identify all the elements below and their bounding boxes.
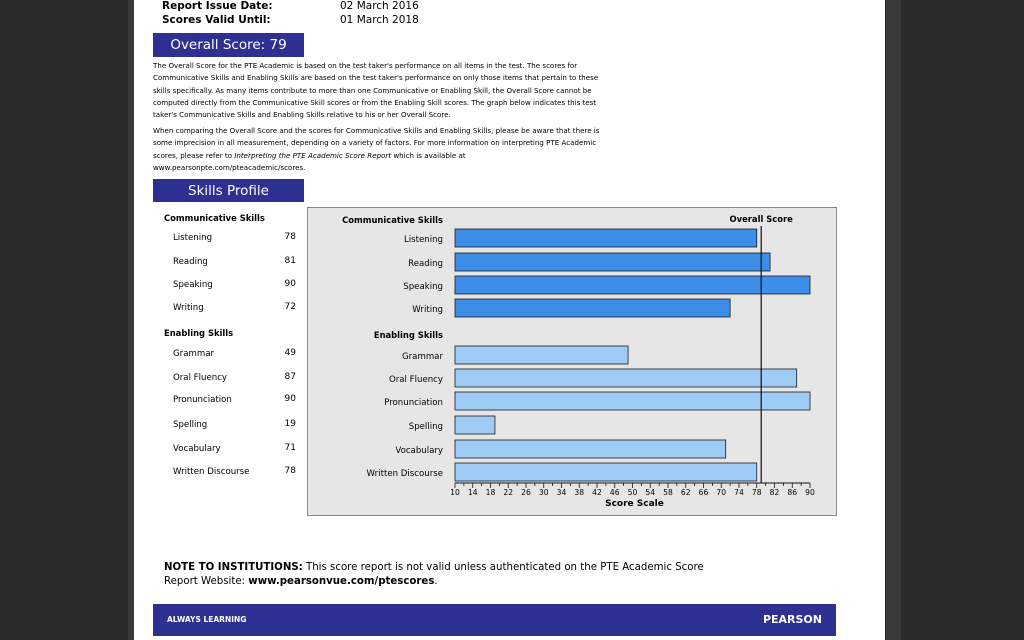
skill-name-listening: Listening xyxy=(173,233,213,243)
x-tick-label: 10 xyxy=(450,488,460,497)
x-tick-label: 14 xyxy=(467,488,478,497)
overall-score-label: Overall Score xyxy=(729,214,793,224)
chart-label-listening: Listening xyxy=(403,235,443,245)
chart-label-pronunciation: Pronunciation xyxy=(384,398,443,408)
skill-score-oral-fluency: 87 xyxy=(284,372,296,382)
paragraph-line: computed directly from the Communicative Skill scores or from the Enabling Skill scores. The graph below indicates this test xyxy=(153,97,597,107)
x-tick-label: 90 xyxy=(805,488,815,497)
bar-writing xyxy=(455,299,730,317)
chart-label-writing: Writing xyxy=(412,305,443,315)
skills-chart-panel xyxy=(307,207,837,516)
footer-tagline: ALWAYS LEARNING xyxy=(167,615,247,624)
issue-date-label: Report Issue Date: xyxy=(162,0,273,12)
skill-name-oral-fluency: Oral Fluency xyxy=(173,373,228,383)
paragraph-line: The Overall Score for the PTE Academic is based on the test taker's performance on all items in the test. The scores for xyxy=(153,61,578,70)
skill-score-vocabulary: 71 xyxy=(284,443,296,453)
skill-score-speaking: 90 xyxy=(284,279,296,289)
chart-label-oral-fluency: Oral Fluency xyxy=(388,375,443,385)
skill-name-spelling: Spelling xyxy=(173,420,208,430)
x-tick-label: 26 xyxy=(521,488,531,497)
chart-enab-heading: Enabling Skills xyxy=(373,330,443,340)
x-tick-label: 38 xyxy=(574,488,585,497)
note-text: This score report is not valid unless authenticated on the PTE Academic Score xyxy=(302,562,704,573)
x-tick-label: 86 xyxy=(787,488,798,497)
skill-score-reading: 81 xyxy=(284,256,296,266)
skill-name-grammar: Grammar xyxy=(173,349,215,359)
chart-label-vocabulary: Vocabulary xyxy=(395,446,443,456)
x-tick-label: 30 xyxy=(538,488,549,497)
skill-name-pronunciation: Pronunciation xyxy=(173,395,232,405)
valid-until-label: Scores Valid Until: xyxy=(162,14,271,26)
chart-label-reading: Reading xyxy=(408,259,443,269)
x-tick-label: 54 xyxy=(645,488,656,497)
bar-grammar xyxy=(455,346,628,364)
skill-name-speaking: Speaking xyxy=(173,280,213,290)
note-lead: NOTE TO INSTITUTIONS: xyxy=(164,562,303,573)
skill-score-written-discourse: 78 xyxy=(284,466,296,476)
skill-name-written-discourse: Written Discourse xyxy=(173,467,250,477)
skill-score-listening: 78 xyxy=(284,232,296,242)
x-tick-label: 66 xyxy=(698,488,709,497)
skills-profile-banner: Skills Profile xyxy=(153,179,304,202)
scores-url[interactable]: www.pearsonpte.com/pteacademic/scores. xyxy=(153,162,306,172)
pearson-logo: PEARSON xyxy=(762,613,822,626)
x-tick-label: 58 xyxy=(663,488,673,497)
paragraph-line: skills specifically. As many items contribute to more than one Communicative or Enabling Skill, the Overall Score cannot be xyxy=(153,85,592,95)
issue-date-value: 02 March 2016 xyxy=(340,0,419,12)
comparison-paragraph xyxy=(153,125,693,174)
x-tick-label: 62 xyxy=(680,488,691,497)
bar-speaking xyxy=(455,276,810,294)
note-text: Report Website: xyxy=(164,575,249,587)
paragraph-line xyxy=(153,150,693,162)
bar-oral-fluency xyxy=(455,369,797,387)
paragraph-line: When comparing the Overall Score and the scores for Communicative Skills and Enabling Skills, please be aware that there is xyxy=(153,126,600,135)
x-tick-label: 46 xyxy=(609,488,620,497)
skill-name-writing: Writing xyxy=(173,303,204,313)
paragraph-text: scores, please refer to xyxy=(153,150,235,160)
note-line-1 xyxy=(164,561,704,575)
skill-score-pronunciation: 90 xyxy=(284,394,296,404)
skills-chart xyxy=(308,208,836,515)
bar-listening xyxy=(455,229,757,247)
right-scroll-rail[interactable] xyxy=(885,0,901,640)
bar-reading xyxy=(455,253,770,271)
x-tick-label: 18 xyxy=(485,488,496,497)
chart-comm-heading: Communicative Skills xyxy=(342,215,443,225)
paragraph-line: Communicative Skills and Enabling Skills are based on the test taker's performance on only those items that pertain to these xyxy=(153,73,599,83)
x-tick-label: 78 xyxy=(751,488,762,497)
bar-vocabulary xyxy=(455,440,726,458)
bar-pronunciation xyxy=(455,392,810,410)
x-tick-label: 50 xyxy=(627,488,638,497)
overall-score-banner: Overall Score: 79 xyxy=(153,33,304,57)
communicative-heading: Communicative Skills xyxy=(164,213,265,223)
enabling-heading: Enabling Skills xyxy=(164,328,234,338)
x-tick-label: 34 xyxy=(556,488,567,497)
x-axis-title: Score Scale xyxy=(605,499,664,509)
overall-explanation-paragraph xyxy=(153,60,693,121)
chart-label-written-discourse: Written Discourse xyxy=(366,469,443,479)
paragraph-line: taker's Communicative Skills and Enabling Skills relative to his or her Overall Score. xyxy=(153,110,451,120)
institution-note xyxy=(164,561,704,588)
valid-until-value: 01 March 2018 xyxy=(340,14,419,26)
footer-bar xyxy=(153,604,836,636)
x-tick-label: 74 xyxy=(734,488,744,497)
chart-label-grammar: Grammar xyxy=(401,352,443,362)
x-tick-label: 22 xyxy=(503,488,514,497)
skill-score-grammar: 49 xyxy=(284,348,296,358)
skill-name-vocabulary: Vocabulary xyxy=(173,444,221,454)
paragraph-text: which is available at xyxy=(391,150,466,160)
verification-url[interactable]: www.pearsonvue.com/ptescores xyxy=(248,575,435,587)
x-tick-label: 42 xyxy=(592,488,602,497)
note-text: . xyxy=(434,575,438,587)
paragraph-line: some imprecision in all measurement, depending on a variety of factors. For more information on interpreting PTE Academic xyxy=(153,138,597,148)
report-guide-title: Interpreting the PTE Academic Score Report xyxy=(234,150,392,160)
chart-label-spelling: Spelling xyxy=(408,422,443,432)
skill-score-writing: 72 xyxy=(284,302,296,312)
x-tick-label: 70 xyxy=(716,488,727,497)
skill-score-spelling: 19 xyxy=(284,419,296,429)
skill-name-reading: Reading xyxy=(173,257,208,267)
x-tick-label: 82 xyxy=(769,488,780,497)
note-line-2 xyxy=(164,575,704,589)
bar-written-discourse xyxy=(455,463,757,481)
chart-label-speaking: Speaking xyxy=(403,282,443,292)
bar-spelling xyxy=(455,416,495,434)
